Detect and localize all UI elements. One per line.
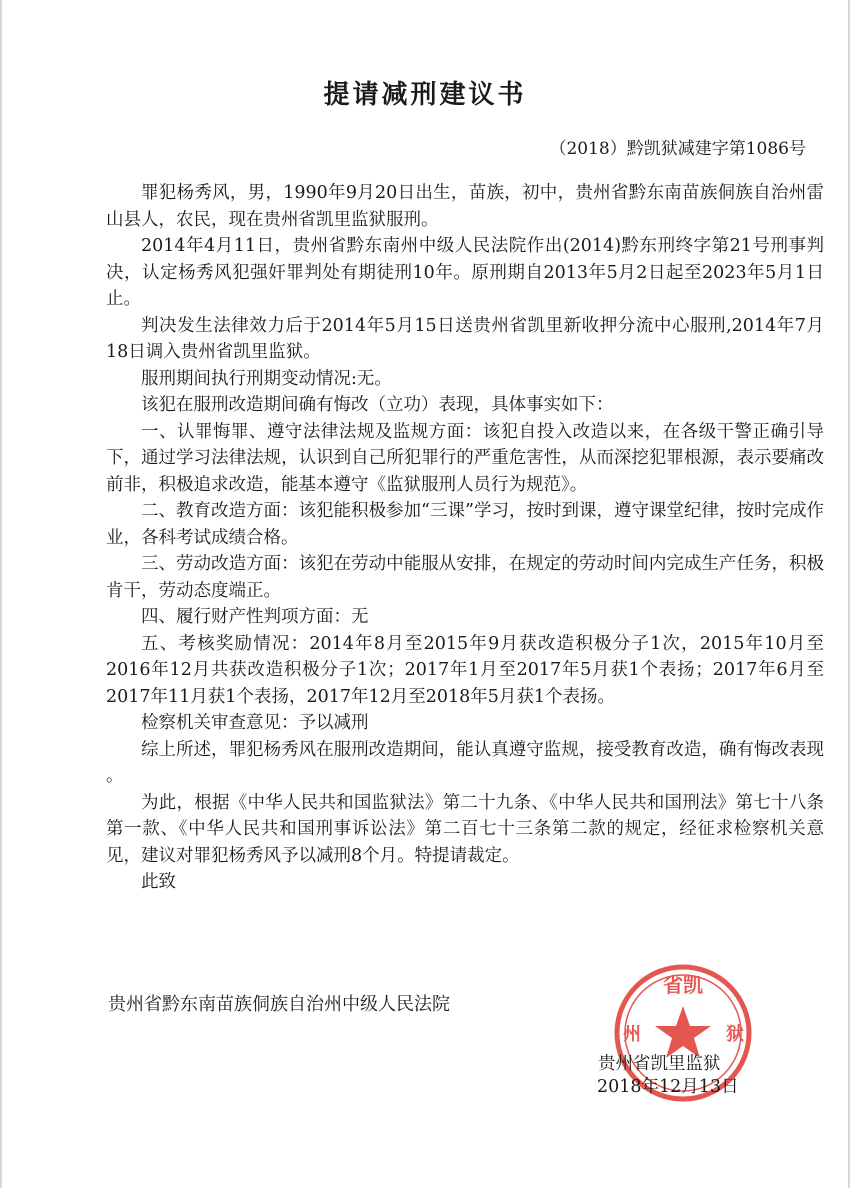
paragraph-7: 二、教育改造方面：该犯能积极参加“三课”学习，按时到课，遵守课堂纪律，按时完成作业，各科考试成绩合格。 <box>106 501 824 548</box>
paragraph-14: 此致 <box>141 872 176 892</box>
document-number: （2018）黔凯狱减建字第1086号 <box>549 139 806 159</box>
paragraph-6: 一、认罪悔罪、遵守法律法规及监规方面：该犯自投入改造以来，在各级干警正确引导下，通过学习法律法规，认识到自己所犯罪行的严重危害性，从而深挖犯罪根源，表示要痛改前非，积极追求改造，能基本遵守《监狱服刑人员行为规范》。 <box>106 421 824 495</box>
paragraph-8: 三、劳动改造方面：该犯在劳动中能服从安排，在规定的劳动时间内完成生产任务，积极肯干，劳动态度端正。 <box>106 554 824 601</box>
paragraph-13: 为此，根据《中华人民共和国监狱法》第二十九条、《中华人民共和国刑法》第七十八条第一款、《中华人民共和国刑事诉讼法》第二百七十三条第二款的规定，经征求检察机关意见，建议对罪犯杨秀风予以减刑8个月。特提请裁定。 <box>106 792 824 866</box>
seal-text-left: 州 <box>623 1024 641 1045</box>
document-body <box>106 180 824 896</box>
paragraph-1: 罪犯杨秀风，男，1990年9月20日出生，苗族，初中，贵州省黔东南苗族侗族自治州雷山县人，农民，现在贵州省凯里监狱服刑。 <box>106 183 824 230</box>
paragraph-3: 判决发生法律效力后于2014年5月15日送贵州省凯里新收押分流中心服刑,2014年7月18日调入贵州省凯里监狱。 <box>106 315 824 362</box>
scan-left-edge <box>0 0 2 1188</box>
seal-text-top: 省凯 <box>663 973 703 997</box>
seal-text-right: 狱 <box>726 1024 744 1045</box>
document-title: 提请减刑建议书 <box>323 80 527 110</box>
paragraph-12: 综上所述，罪犯杨秀风在服刑改造期间，能认真遵守监规，接受教育改造，确有悔改表现 。 <box>106 739 824 786</box>
signature-organization: 贵州省凯里监狱 <box>598 1054 721 1074</box>
paragraph-9: 四、履行财产性判项方面：无 <box>141 607 369 627</box>
recipient-court: 贵州省黔东南苗族侗族自治州中级人民法院 <box>108 994 450 1015</box>
paragraph-5: 该犯在服刑改造期间确有悔改（立功）表现，具体事实如下： <box>141 395 614 415</box>
paragraph-4: 服刑期间执行刑期变动情况:无。 <box>141 368 392 389</box>
paragraph-10: 五、考核奖励情况：2014年8月至2015年9月获改造积极分子1次，2015年10月至2016年12月共获改造积极分子1次；2017年1月至2017年5月获1个表扬；2017年6月至2017年11月获1个表扬，2017年12月至2018年5月获1个表扬。 <box>106 633 824 707</box>
signature-date: 2018年12月13日 <box>597 1077 739 1097</box>
paragraph-2: 2014年4月11日，贵州省黔东南州中级人民法院作出(2014)黔东刑终字第21号刑事判决，认定杨秀风犯强奸罪判处有期徒刑10年。原刑期自2013年5月2日起至2023年5月1日止。 <box>106 236 824 309</box>
paragraph-11: 检察机关审查意见：予以减刑 <box>141 713 369 733</box>
